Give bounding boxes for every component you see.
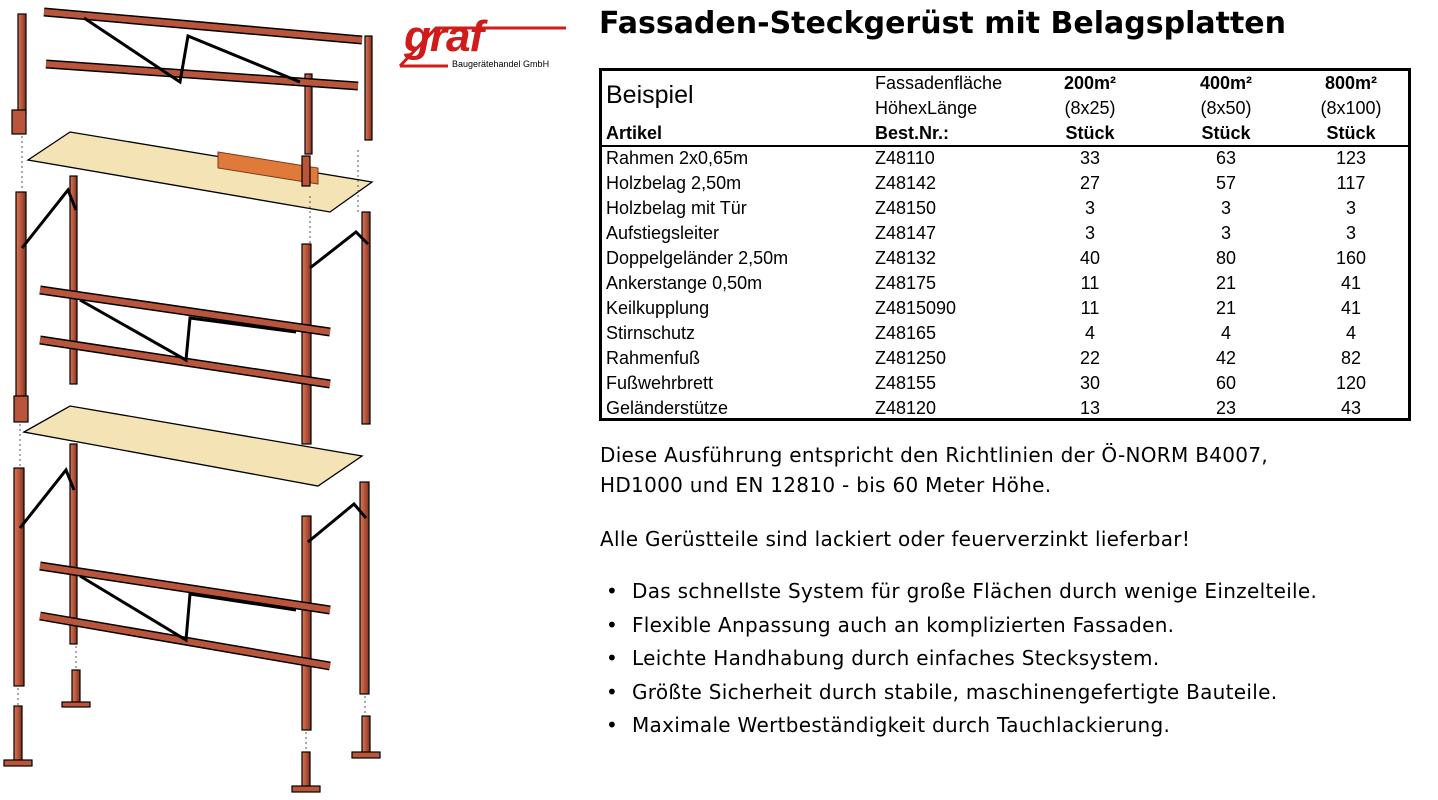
quantity-200: 22 <box>1079 348 1101 368</box>
order-number: Z48110 <box>875 148 935 168</box>
quantity-800: 4 <box>1345 323 1356 343</box>
quantity-800: 41 <box>1340 298 1362 318</box>
dimensions-label: HöhexLänge <box>875 98 978 118</box>
quantity-400: 80 <box>1215 248 1237 268</box>
scaffold-illustration <box>0 0 590 800</box>
list-item-text: Das schnellste System für große Flächen durch wenige Einzelteile. <box>632 579 1318 603</box>
article-name: Stirnschutz <box>606 323 696 343</box>
column-dims: (8x50) <box>1200 98 1252 118</box>
logo-wordmark: graf <box>404 12 484 61</box>
quantity-400: 21 <box>1215 298 1237 318</box>
finish-note: Alle Gerüstteile sind lackiert oder feuerverzinkt lieferbar! <box>600 527 1191 551</box>
feature-list <box>600 575 1317 743</box>
article-name: Geländerstütze <box>606 398 729 418</box>
quantity-200: 33 <box>1079 148 1101 168</box>
column-unit: Stück <box>1065 123 1115 143</box>
quantity-800: 3 <box>1345 223 1356 243</box>
quantity-800: 82 <box>1340 348 1362 368</box>
column-dims: (8x100) <box>1320 98 1382 118</box>
list-item <box>600 642 1317 676</box>
order-number: Z48165 <box>875 323 937 343</box>
bullet-icon: • <box>606 713 619 737</box>
list-item-text: Größte Sicherheit durch stabile, maschinengefertigte Bauteile. <box>632 679 1278 704</box>
quantity-400: 60 <box>1215 373 1237 393</box>
order-number: Z48120 <box>875 398 937 418</box>
quantity-200: 11 <box>1080 298 1100 318</box>
article-name: Ankerstange 0,50m <box>606 273 763 293</box>
list-item <box>600 676 1317 710</box>
column-area: 800m² <box>1324 73 1378 93</box>
quantity-400: 42 <box>1215 348 1237 368</box>
order-number: Z48147 <box>875 223 937 243</box>
article-name: Doppelgeländer 2,50m <box>606 248 789 268</box>
notes-section <box>600 440 1420 554</box>
quantity-200: 4 <box>1084 323 1095 343</box>
list-item <box>600 575 1317 609</box>
quantity-400: 63 <box>1215 148 1237 168</box>
parts-table <box>599 68 1411 421</box>
list-item-text: Flexible Anpassung auch an komplizierten Fassaden. <box>632 612 1175 637</box>
norm-note-line-2: HD1000 und EN 12810 - bis 60 Meter Höhe. <box>600 473 1052 497</box>
quantity-200: 3 <box>1084 198 1095 218</box>
column-unit: Stück <box>1201 123 1251 143</box>
base-plates <box>4 670 380 792</box>
list-item-text: Maximale Wertbeständigkeit durch Tauchlackierung. <box>632 713 1171 737</box>
quantity-800: 117 <box>1336 173 1366 193</box>
order-number-header: Best.Nr.: <box>875 123 950 143</box>
quantity-800: 160 <box>1335 248 1367 268</box>
quantity-400: 3 <box>1220 223 1231 243</box>
quantity-400: 23 <box>1215 398 1237 418</box>
bullet-icon: • <box>606 579 619 603</box>
quantity-800: 120 <box>1335 373 1367 393</box>
order-number: Z48132 <box>875 248 937 268</box>
bullet-icon: • <box>606 679 619 704</box>
quantity-800: 123 <box>1335 148 1367 168</box>
order-number: Z481250 <box>875 348 947 368</box>
column-area: 400m² <box>1199 73 1253 93</box>
list-item <box>600 609 1317 643</box>
quantity-200: 11 <box>1080 273 1100 293</box>
norm-note-line-1: Diese Ausführung entspricht den Richtlinien der Ö-NORM B4007, <box>600 443 1268 467</box>
article-header: Artikel <box>606 123 663 143</box>
article-name: Holzbelag mit Tür <box>606 198 747 218</box>
quantity-400: 21 <box>1215 273 1237 293</box>
quantity-400: 57 <box>1215 173 1237 193</box>
order-number: Z48155 <box>875 373 937 393</box>
plank-1 <box>28 132 372 212</box>
order-number: Z48142 <box>875 173 937 193</box>
order-number: Z48175 <box>875 273 937 293</box>
article-name: Rahmenfuß <box>606 348 701 368</box>
list-item <box>600 709 1317 743</box>
quantity-800: 41 <box>1340 273 1362 293</box>
order-number: Z48150 <box>875 198 937 218</box>
quantity-400: 3 <box>1220 198 1231 218</box>
bullet-icon: • <box>606 612 619 637</box>
quantity-200: 40 <box>1079 248 1101 268</box>
quantity-200: 27 <box>1079 173 1101 193</box>
article-name: Rahmen 2x0,65m <box>606 148 749 168</box>
logo-subtitle: Baugerätehandel GmbH <box>452 59 550 69</box>
order-number: Z4815090 <box>875 298 957 318</box>
top-railing <box>12 12 372 154</box>
header-divider <box>602 145 1408 147</box>
page-title: Fassaden-Steckgerüst mit Belagsplatten <box>599 6 1286 41</box>
article-name: Aufstiegsleiter <box>606 223 720 243</box>
area-label: Fassadenfläche <box>875 73 1003 93</box>
bottom-frame <box>14 444 369 730</box>
quantity-200: 3 <box>1084 223 1095 243</box>
quantity-200: 13 <box>1079 398 1101 418</box>
column-unit: Stück <box>1326 123 1376 143</box>
bullet-icon: • <box>606 646 619 670</box>
article-name: Fußwehrbrett <box>606 373 714 393</box>
quantity-200: 30 <box>1079 373 1101 393</box>
article-name: Holzbelag 2,50m <box>606 173 742 193</box>
example-label: Beispiel <box>606 81 694 109</box>
quantity-400: 4 <box>1220 323 1231 343</box>
graf-logo <box>396 12 571 78</box>
quantity-800: 3 <box>1345 198 1356 218</box>
middle-frame <box>14 176 370 444</box>
quantity-800: 43 <box>1340 398 1362 418</box>
column-dims: (8x25) <box>1064 98 1116 118</box>
article-name: Keilkupplung <box>606 298 710 318</box>
column-area: 200m² <box>1063 73 1117 93</box>
list-item-text: Leichte Handhabung durch einfaches Stecksystem. <box>632 646 1160 670</box>
